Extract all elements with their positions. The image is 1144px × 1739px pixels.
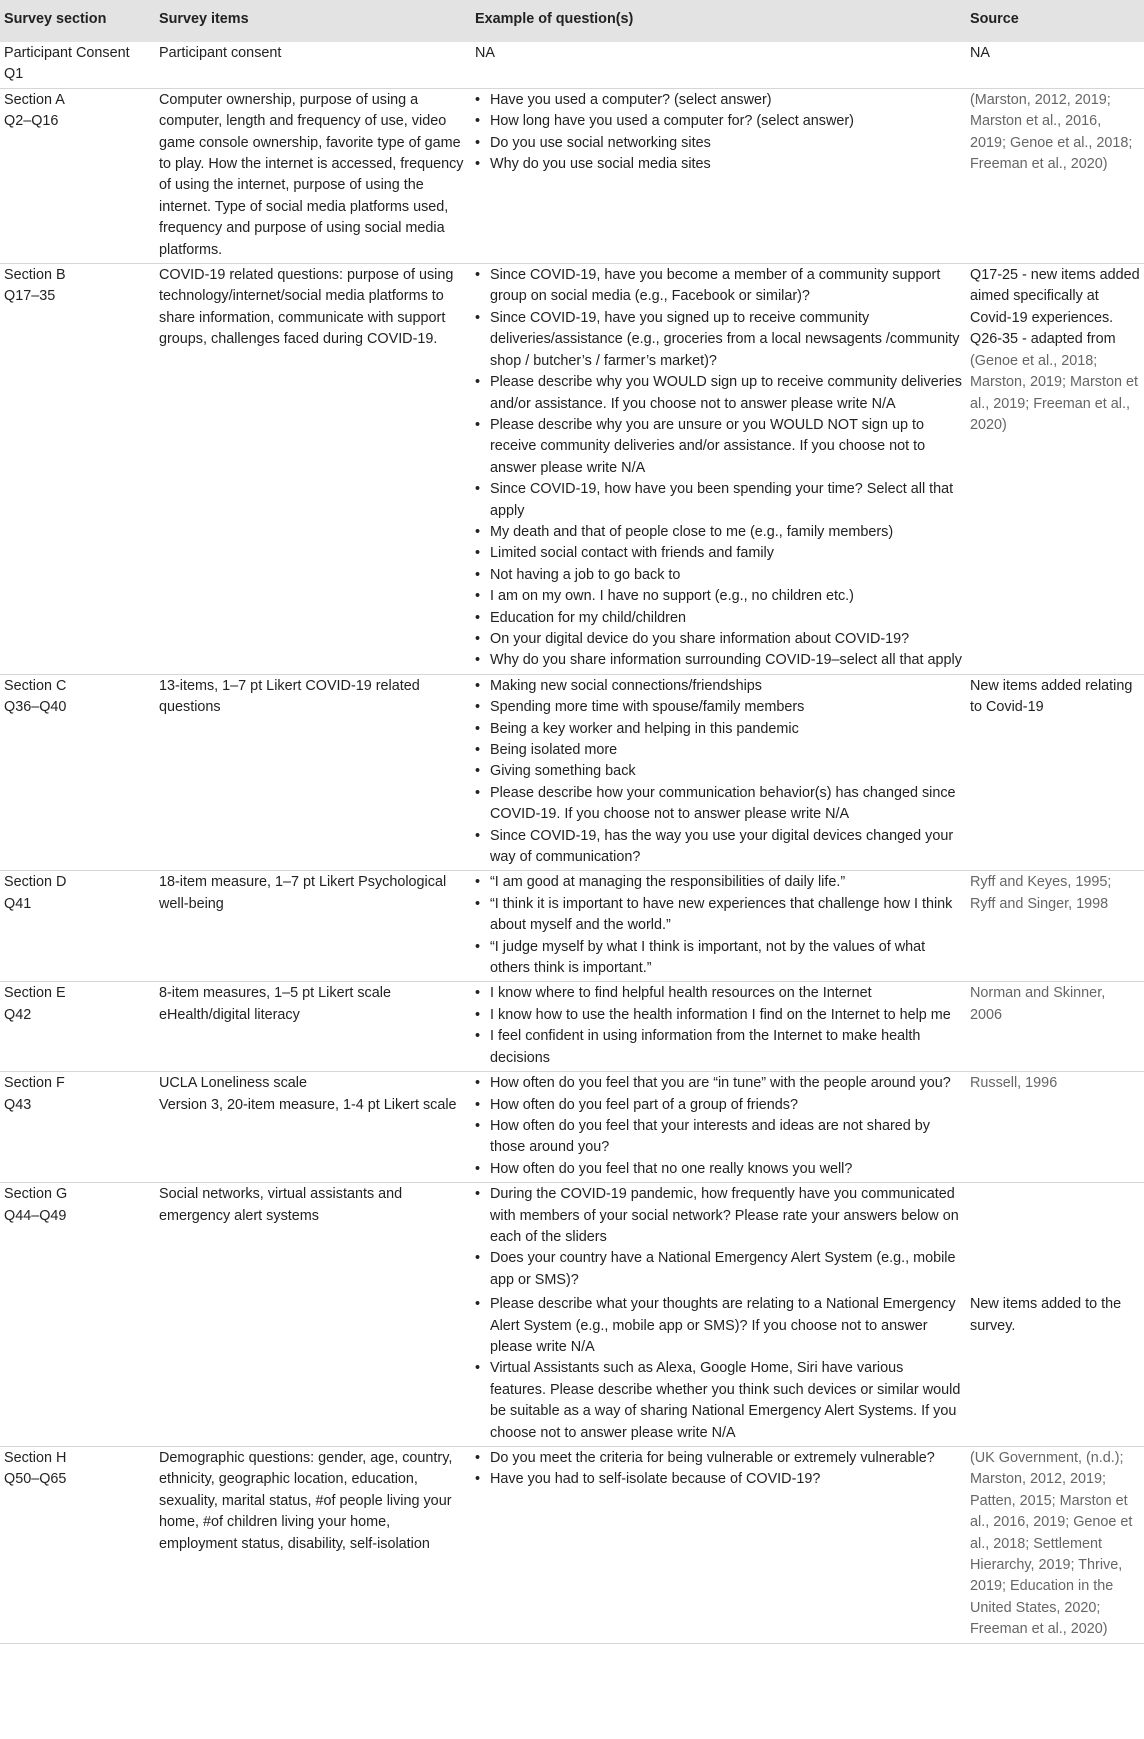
- items-cell: COVID-19 related questions: purpose of using technology/internet/social media platforms to share information, communicate with support groups, challenges faced during COVID-19.: [159, 267, 454, 348]
- section-questions: Q43: [4, 1096, 32, 1113]
- section-name: Section F: [4, 1075, 65, 1092]
- list-item: • Do you use social networking sites: [475, 133, 962, 154]
- section-name: Participant Consent: [4, 45, 130, 61]
- items-cell: 8-item measures, 1–5 pt Likert scale eHealth/digital literacy: [159, 985, 391, 1023]
- section-name: Section D: [4, 874, 67, 891]
- list-item: • Please describe what your thoughts are relating to a National Emergency Alert System (e.g., mobile app or SMS)? If you choose not to answer please write N/A: [475, 1294, 962, 1358]
- items-cell: Demographic questions: gender, age, country, ethnicity, geographic location, education, sexuality, marital status, #of people living your home, #of children living your home, employment status, disability, self-isolation: [159, 1450, 453, 1552]
- list-item: • Why do you share information surrounding COVID-19–select all that apply: [475, 650, 962, 671]
- section-questions: Q44–Q49: [4, 1207, 67, 1224]
- items-cell: Social networks, virtual assistants and emergency alert systems: [159, 1186, 403, 1224]
- section-cell: [0, 674, 155, 871]
- section-cell: [0, 1072, 155, 1183]
- source-cell: [966, 264, 1144, 675]
- section-questions: Q50–Q65: [4, 1471, 67, 1488]
- section-questions: Q2–Q16: [4, 113, 59, 130]
- list-item: • Since COVID-19, has the way you use your digital devices changed your way of communication?: [475, 826, 962, 869]
- section-name: Section A: [4, 91, 65, 108]
- items-cell: Participant consent: [159, 45, 282, 61]
- list-item: • My death and that of people close to me (e.g., family members): [475, 522, 962, 543]
- list-item: • Limited social contact with friends and family: [475, 543, 962, 564]
- list-item: • Virtual Assistants such as Alexa, Google Home, Siri have various features. Please describe whether you think such devices or similar would be suitable as a way of sharing National Emergency Alert Systems. If you choose not to answer please write N/A: [475, 1358, 962, 1444]
- items-cell: Computer ownership, purpose of using a computer, length and frequency of use, video game console ownership, favorite type of game to play. How the internet is accessed, frequency of using the internet, purpose of using the internet. Type of social media platforms used, frequency and purpose of using social media platforms.: [159, 91, 464, 258]
- section-name: Section B: [4, 267, 66, 284]
- list-item: • Please describe why you WOULD sign up to receive community deliveries and/or assistance. If you choose not to answer please write N/A: [475, 372, 962, 415]
- source-note: New items added to the survey.: [970, 1296, 1122, 1334]
- section-cell: [0, 42, 155, 88]
- source-cell[interactable]: Russell, 1996: [970, 1075, 1058, 1092]
- list-item: • How often do you feel that no one really knows you well?: [475, 1159, 962, 1180]
- header-survey-items: Survey items: [155, 0, 471, 42]
- list-item: • Making new social connections/friendships: [475, 676, 962, 697]
- examples-cell: [471, 1072, 966, 1183]
- list-item: • Since COVID-19, have you signed up to receive community deliveries/assistance (e.g., groceries from a local newsagents /community shop / butcher’s / farmer’s market)?: [475, 308, 962, 372]
- list-item: • “I think it is important to have new experiences that challenge how I think about myself and the world.”: [475, 894, 962, 937]
- section-name: Section H: [4, 1450, 67, 1466]
- section-questions: Q42: [4, 1006, 32, 1023]
- header-example-questions: Example of question(s): [471, 0, 966, 42]
- examples-cell: NA: [475, 45, 495, 61]
- list-item: • I feel confident in using information from the Internet to make health decisions: [475, 1026, 962, 1069]
- section-cell: [0, 1447, 155, 1644]
- list-item: • “I judge myself by what I think is important, not by the values of what others think is important.”: [475, 937, 962, 980]
- section-name: Section E: [4, 985, 66, 1002]
- list-item: • How often do you feel that your interests and ideas are not shared by those around you?: [475, 1116, 962, 1159]
- header-source: Source: [966, 0, 1144, 42]
- table-row: [0, 1072, 1144, 1183]
- list-item: • Being a key worker and helping in this pandemic: [475, 719, 962, 740]
- section-cell: [0, 1183, 155, 1447]
- section-name: Section G: [4, 1186, 68, 1203]
- source-cell[interactable]: (Marston, 2012, 2019; Marston et al., 2016, 2019; Genoe et al., 2018; Freeman et al., 2020): [970, 91, 1133, 173]
- list-item: • On your digital device do you share information about COVID-19?: [475, 629, 962, 650]
- examples-cell: [471, 1447, 966, 1644]
- source-note: Q17-25 - new items added aimed specifically at Covid-19 experiences. Q26-35 - adapted from: [970, 267, 1140, 348]
- list-item: • Please describe why you are unsure or you WOULD NOT sign up to receive community deliveries and/or assistance. If you choose not to answer please write N/A: [475, 415, 962, 479]
- source-cell[interactable]: (UK Government, (n.d.); Marston, 2012, 2019; Patten, 2015; Marston et al., 2016, 2019; Genoe et al., 2018; Settlement Hierarchy, 2019; Thrive, 2019; Education in the United States, 2020; Freeman et al., 2020): [970, 1450, 1133, 1638]
- list-item: • Giving something back: [475, 761, 962, 782]
- header-survey-section: Survey section: [0, 0, 155, 42]
- source-cell: New items added relating to Covid-19: [970, 677, 1133, 716]
- examples-cell: [471, 1183, 966, 1447]
- list-item: • How long have you used a computer for? (select answer): [475, 111, 962, 132]
- table-row: [0, 1447, 1144, 1644]
- list-item: • Why do you use social media sites: [475, 154, 962, 175]
- section-questions: Q17–35: [4, 288, 56, 305]
- examples-cell: [471, 674, 966, 871]
- source-cell[interactable]: Ryff and Keyes, 1995; Ryff and Singer, 1998: [970, 874, 1112, 912]
- section-cell: [0, 88, 155, 263]
- list-item: • Please describe how your communication behavior(s) has changed since COVID-19. If you choose not to answer please write N/A: [475, 783, 962, 826]
- table-row: [0, 982, 1144, 1072]
- section-questions: Q1: [4, 66, 24, 83]
- list-item: • Have you used a computer? (select answer): [475, 90, 962, 111]
- table-row: [0, 42, 1144, 88]
- table-row: [0, 674, 1144, 871]
- list-item: • I know where to find helpful health resources on the Internet: [475, 983, 962, 1004]
- header-row: [0, 0, 1144, 42]
- section-name: Section C: [4, 677, 67, 694]
- source-cell: NA: [970, 45, 990, 61]
- list-item: • I know how to use the health information I find on the Internet to help me: [475, 1005, 962, 1026]
- examples-cell: [471, 982, 966, 1072]
- list-item: • Spending more time with spouse/family members: [475, 697, 962, 718]
- list-item: • During the COVID-19 pandemic, how frequently have you communicated with members of your social network? Please rate your answers below on each of the sliders: [475, 1184, 962, 1248]
- list-item: • Being isolated more: [475, 740, 962, 761]
- table-row: [0, 88, 1144, 263]
- list-item: • How often do you feel that you are “in tune” with the people around you?: [475, 1073, 962, 1094]
- list-item: • Not having a job to go back to: [475, 565, 962, 586]
- source-citation[interactable]: (Genoe et al., 2018; Marston, 2019; Marston et al., 2019; Freeman et al., 2020): [970, 352, 1138, 433]
- items-cell: 18-item measure, 1–7 pt Likert Psychological well-being: [159, 874, 447, 912]
- table-row: [0, 264, 1144, 675]
- section-questions: Q41: [4, 895, 32, 912]
- items-title: UCLA Loneliness scale: [159, 1075, 307, 1092]
- list-item: • Have you had to self-isolate because of COVID-19?: [475, 1469, 962, 1490]
- list-item: • Education for my child/children: [475, 608, 962, 629]
- items-detail: Version 3, 20-item measure, 1-4 pt Likert scale: [159, 1096, 457, 1113]
- list-item: • How often do you feel part of a group of friends?: [475, 1095, 962, 1116]
- examples-cell: [471, 871, 966, 982]
- section-questions: Q36–Q40: [4, 699, 67, 716]
- source-cell: [966, 1183, 1144, 1447]
- section-cell: [0, 871, 155, 982]
- table-row: [0, 1183, 1144, 1447]
- items-cell: 13-items, 1–7 pt Likert COVID-19 related questions: [159, 677, 420, 716]
- items-cell: [155, 1072, 471, 1183]
- examples-cell: [471, 264, 966, 675]
- section-cell: [0, 264, 155, 675]
- list-item: • Do you meet the criteria for being vulnerable or extremely vulnerable?: [475, 1448, 962, 1469]
- table-row: [0, 871, 1144, 982]
- list-item: • “I am good at managing the responsibilities of daily life.”: [475, 872, 962, 893]
- section-cell: [0, 982, 155, 1072]
- examples-cell: [471, 88, 966, 263]
- list-item: • Since COVID-19, have you become a member of a community support group on social media (e.g., Facebook or similar)?: [475, 265, 962, 308]
- source-cell[interactable]: Norman and Skinner, 2006: [970, 985, 1106, 1023]
- list-item: • I am on my own. I have no support (e.g., no children etc.): [475, 586, 962, 607]
- list-item: • Does your country have a National Emergency Alert System (e.g., mobile app or SMS)?: [475, 1248, 962, 1291]
- list-item: • Since COVID-19, how have you been spending your time? Select all that apply: [475, 479, 962, 522]
